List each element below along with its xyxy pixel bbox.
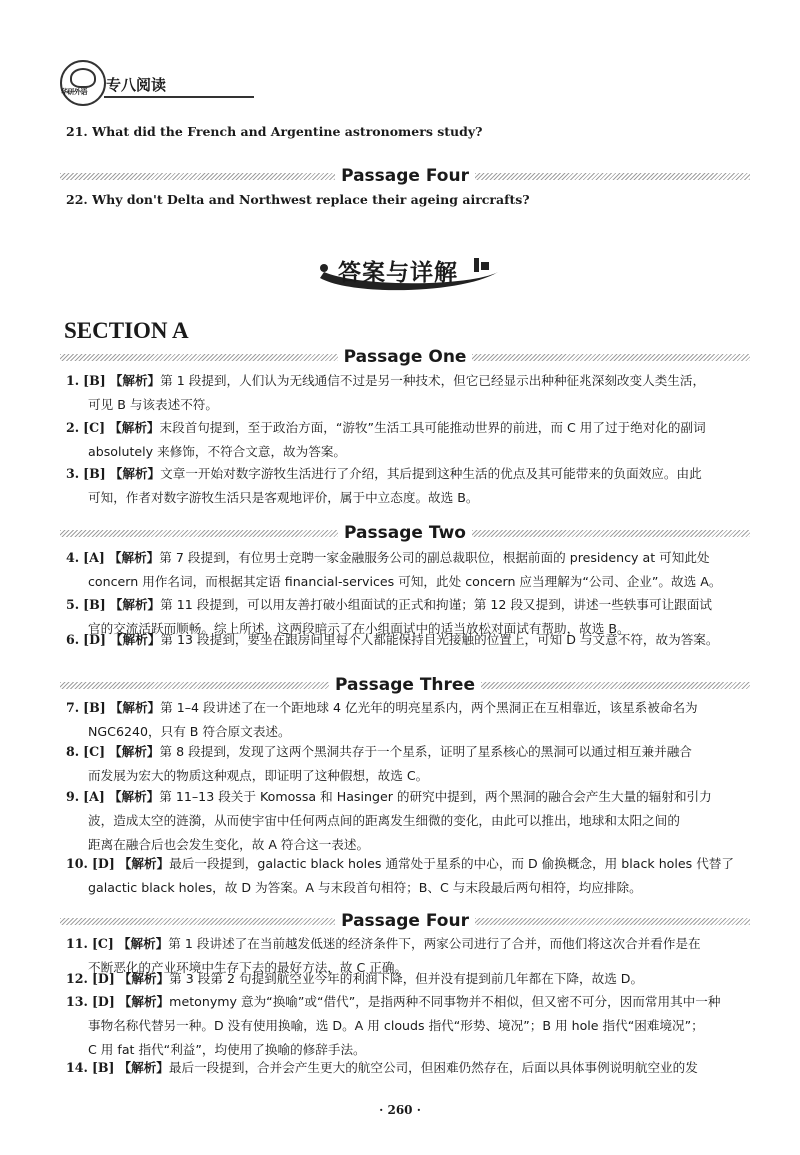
answer-item: [66, 696, 756, 744]
divider-hatch: [472, 354, 750, 361]
answer-text: 第 13 段提到，要坐在跟房间里每个人都能保持目光接触的位置上，可知 D 与文意不符，故为答案。: [160, 632, 719, 647]
answer-number: 8.: [66, 744, 80, 759]
answer-text: concern 用作名词，而根据其定语 financial-services 可知，此处 concern 应当理解为“公司、企业”。故选 A。: [88, 574, 722, 589]
answer-text: 官的交流活跃而顺畅。综上所述，这两段暗示了在小组面试中的适当放松对面试有帮助，故选 B。: [88, 621, 630, 636]
answer-text: 第 1 段提到，人们认为无线通信不过是另一种技术，但它已经显示出种种征兆深刻改变人类生活，: [160, 373, 706, 388]
answer-number: 9.: [66, 789, 80, 804]
answer-item: [66, 628, 756, 652]
passage-divider: [60, 348, 750, 366]
answer-text: 第 3 段第 2 句提到航空业今年的利润下降，但并没有提到前几年都在下降，故选 D。: [169, 971, 644, 986]
question-21: 21. What did the French and Argentine astronomers study?: [66, 124, 483, 139]
passage-divider: [60, 676, 750, 694]
passage-title: Passage Two: [344, 523, 466, 543]
answer-item: [66, 1056, 756, 1080]
analysis-tag: 【解析】: [109, 373, 161, 388]
divider-hatch: [472, 530, 750, 537]
answer-choice: [C]: [83, 420, 106, 435]
analysis-tag: 【解析】: [118, 971, 170, 986]
answers-banner: [312, 248, 492, 292]
answer-number: 1.: [66, 373, 80, 388]
answer-number: 3.: [66, 466, 80, 481]
analysis-tag: 【解析】: [108, 789, 160, 804]
passage-divider: [60, 524, 750, 542]
publisher-logo: [60, 60, 106, 106]
answer-choice: [C]: [83, 744, 106, 759]
analysis-tag: 【解析】: [109, 597, 161, 612]
divider-hatch: [475, 173, 750, 180]
answer-text: 第 8 段提到，发现了这两个黑洞共存于一个星系，证明了星系核心的黑洞可以通过相互兼并融合: [159, 744, 692, 759]
logo-text: 华研外语: [61, 88, 87, 96]
answer-number: 10.: [66, 856, 88, 871]
answer-text: 最后一段提到，合并会产生更大的航空公司，但困难仍然存在，后面以具体事例说明航空业的发: [168, 1060, 698, 1075]
answer-text: 末段首句提到，至于政治方面，“游牧”生活工具可能推动世界的前进，而 C 用了过于绝对化的副词: [159, 420, 706, 435]
header-rule: [104, 96, 254, 98]
header-title: 专八阅读: [106, 76, 167, 94]
answer-choice: [B]: [83, 700, 106, 715]
answer-text: 第 11–13 段关于 Komossa 和 Hasinger 的研究中提到，两个黑洞的融合会产生大量的辐射和引力: [159, 789, 712, 804]
answer-text: 第 1–4 段讲述了在一个距地球 4 亿光年的明亮星系内，两个黑洞正在互相靠近，该星系被命名为: [160, 700, 698, 715]
answer-choice: [D]: [83, 632, 107, 647]
answer-choice: [D]: [91, 856, 115, 871]
answer-text: 文章一开始对数字游牧生活进行了介绍，其后提到这种生活的优点及其可能带来的负面效应。由此: [160, 466, 702, 481]
answer-text: 距离在融合后也会发生变化，故 A 符合这一表述。: [88, 837, 370, 852]
divider-hatch: [60, 918, 335, 925]
answer-text: 第 1 段讲述了在当前越发低迷的经济条件下，两家公司进行了合并，而他们将这次合并看作是在: [168, 936, 701, 951]
passage-title: Passage Four: [341, 166, 469, 186]
analysis-tag: 【解析】: [109, 466, 161, 481]
divider-hatch: [481, 682, 750, 689]
answer-text: 最后一段提到，galactic black holes 通常处于星系的中心，而 D 偷换概念，用 black holes 代替了: [169, 856, 734, 871]
analysis-tag: 【解析】: [118, 856, 170, 871]
answer-choice: [D]: [91, 971, 115, 986]
divider-hatch: [60, 530, 338, 537]
answer-text: 可知，作者对数字游牧生活只是客观地评价，属于中立态度。故选 B。: [88, 490, 479, 505]
answer-text: 波，造成太空的涟漪，从而使宇宙中任何两点间的距离发生细微的变化，由此可以推出，地球和太阳之间的: [88, 813, 680, 828]
answer-text: C 用 fat 指代“利益”，均使用了换喻的修辞手法。: [88, 1042, 366, 1057]
banner-text: 答案与详解: [338, 260, 458, 286]
passage-title: Passage One: [343, 347, 467, 367]
answer-text: 可见 B 与该表述不符。: [88, 397, 218, 412]
analysis-tag: 【解析】: [110, 632, 161, 647]
answer-item: [66, 990, 756, 1062]
answer-item: [66, 740, 756, 788]
answer-text: 不断恶化的产业环境中生存下去的最好方法，故 C 正确。: [88, 960, 408, 975]
passage-divider: [60, 167, 750, 185]
frog-icon: [70, 68, 96, 88]
answer-choice: [A]: [83, 789, 105, 804]
answer-text: NGC6240，只有 B 符合原文表述。: [88, 724, 291, 739]
divider-hatch: [60, 354, 338, 361]
passage-divider: [60, 912, 750, 930]
answer-text: 第 11 段提到，可以用友善打破小组面试的正式和拘谨；第 12 段又提到，讲述一些轶事可让跟面试: [160, 597, 712, 612]
analysis-tag: 【解析】: [109, 744, 160, 759]
section-title: SECTION A: [64, 318, 189, 343]
answer-number: 14.: [66, 1060, 88, 1075]
answer-number: 13.: [66, 994, 88, 1009]
answer-item: [66, 462, 756, 510]
answer-text: absolutely 来修饰，不符合文意，故为答案。: [88, 444, 347, 459]
answer-item: [66, 369, 756, 417]
answer-choice: [B]: [83, 373, 106, 388]
answer-text: galactic black holes，故 D 为答案。A 与末段首句相符；B、C 与末段最后两句相符，均应排除。: [88, 880, 642, 895]
answer-number: 2.: [66, 420, 80, 435]
answer-text: 事物名称代替另一种。D 没有使用换喻，选 D。A 用 clouds 指代“形势、境况”；B 用 hole 指代“困难境况”；: [88, 1018, 704, 1033]
answer-number: 5.: [66, 597, 80, 612]
answer-item: [66, 416, 756, 464]
passage-title: Passage Four: [341, 911, 469, 931]
answer-choice: [D]: [91, 994, 115, 1009]
answer-number: 11.: [66, 936, 88, 951]
page-number: · 260 ·: [379, 1103, 421, 1117]
divider-hatch: [60, 682, 329, 689]
answer-choice: [B]: [83, 597, 106, 612]
answer-item: [66, 967, 756, 991]
answer-text: metonymy 意为“换喻”或“借代”，是指两种不同事物并不相似，但又密不可分，因而常用其中一种: [169, 994, 721, 1009]
analysis-tag: 【解析】: [117, 936, 169, 951]
answer-number: 6.: [66, 632, 80, 647]
analysis-tag: 【解析】: [118, 994, 170, 1009]
analysis-tag: 【解析】: [109, 700, 161, 715]
answer-text: 而发展为宏大的物质这种观点，即证明了这种假想，故选 C。: [88, 768, 429, 783]
answer-choice: [B]: [83, 466, 106, 481]
answer-choice: [A]: [83, 550, 105, 565]
passage-title: Passage Three: [335, 675, 475, 695]
answer-number: 4.: [66, 550, 80, 565]
analysis-tag: 【解析】: [109, 420, 160, 435]
answer-choice: [C]: [91, 936, 114, 951]
answer-choice: [B]: [91, 1060, 115, 1075]
book-header: [60, 60, 210, 106]
analysis-tag: 【解析】: [118, 1060, 169, 1075]
divider-hatch: [475, 918, 750, 925]
answer-item: [66, 785, 756, 857]
analysis-tag: 【解析】: [108, 550, 160, 565]
answer-item: [66, 546, 756, 594]
question-22: 22. Why don't Delta and Northwest replace their ageing aircrafts?: [66, 192, 530, 207]
divider-hatch: [60, 173, 335, 180]
answer-number: 7.: [66, 700, 80, 715]
answer-number: 12.: [66, 971, 88, 986]
answer-item: [66, 852, 756, 900]
answer-text: 第 7 段提到，有位男士竞聘一家金融服务公司的副总裁职位，根据前面的 presidency at 可知此处: [159, 550, 710, 565]
